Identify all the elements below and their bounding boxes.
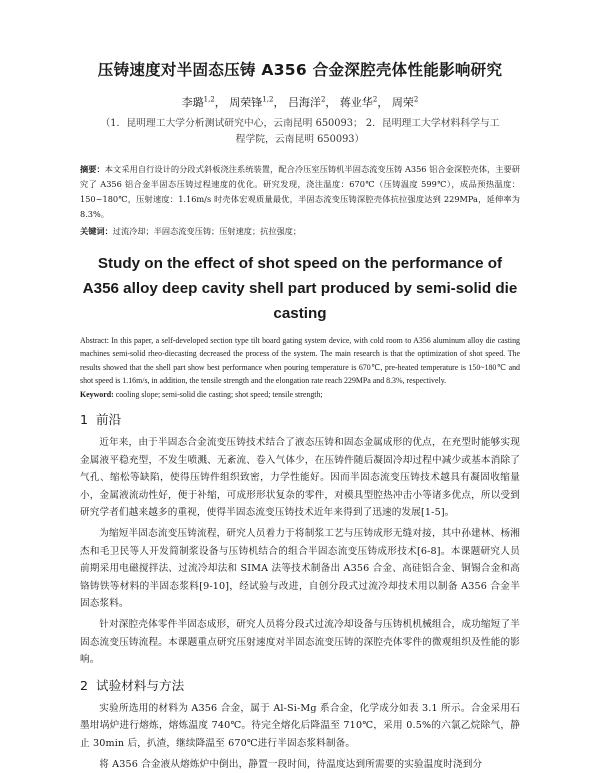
author-affil-mark: 2 [372, 95, 378, 104]
section-heading [80, 409, 520, 428]
abstract-label-cn: 摘要： [80, 164, 105, 174]
keywords-label-en: Keyword: [80, 389, 114, 399]
abstract-text-en: In this paper, a self-developed section type tilt board gating system device, with cold room to A356 aluminum alloy die casting machines semi-solid rheo-diecasting decreased the process of the system. The main research is that the optimization of shot speed. The results showed that the shell part show best performance when pouring temperature is 670℃, pre-heated temperature is 150~180℃ and shot speed is 1.16m/s, in addition, the tensile strength and the elongation rate reach 229MPa and 8.3%, respectively. [80, 336, 520, 386]
body-paragraph: 针对深腔壳体零件半固态成形，研究人员将分段式过流冷却设备与压铸机机械组合，成功缩短了半固态流变压铸流程。本课题重点研究压射速度对半固态流变压铸的深腔壳体零件的微观组织及性能的影响。 [80, 618, 520, 666]
author-list: 李璐$^{1,2}$， 周荣锋$^{1,2}$， 吕海洋$^2$， 蒋业华$^2$， 周荣$^2$ [181, 95, 419, 109]
author-affil-mark: 1,2 [203, 95, 215, 104]
author-affil-mark: 2 [413, 95, 419, 104]
author-name: 周荣锋 [229, 96, 263, 109]
section-heading [80, 675, 520, 694]
section-title: 试验材料与方法 [96, 677, 185, 693]
keywords-label-cn: 关键词： [80, 226, 113, 236]
keywords-text-en: cooling slope; semi-solid die casting; shot speed; tensile strength; [113, 389, 323, 399]
author-name: 吕海洋 [287, 96, 321, 109]
english-keywords [80, 388, 520, 401]
author-name: 蒋业华 [339, 96, 373, 109]
author-name: 李璐 [181, 96, 204, 109]
section-number: 2 [80, 677, 89, 693]
abstract-label-en: Abstract: [80, 336, 109, 345]
body-paragraph: 为缩短半固态流变压铸流程，研究人员着力于将制浆工艺与压铸成形无缝对接，其中孙建林、杨湘杰和毛卫民等人开发简制浆设备与压铸机结合的组合半固态流变压铸成形技术[6-8]。本课题研究人员前期采用电磁搅拌法、过流冷却法和 SIMA 法等技术制备出 A356 合金、高硅铝合金、铜锡合金和高铬铸铁等材料的半固态浆料[9-10]，经试验与改进，自创分段式过流冷却技术用以制备 A356 合金半固态浆料。 [80, 528, 520, 610]
body-paragraph: 实验所选用的材料为 A356 合金，属于 Al-Si-Mg 系合金，化学成分如表 3.1 所示。合金采用石墨坩埚炉进行熔炼，熔炼温度 740℃。待完全熔化后降温至 710℃，采用 0.5%的六氯乙烷除气，静止 30min 后，扒渣，继续降温至 670℃进行半固态浆料制备。 [80, 702, 520, 749]
author-affil-mark: 2 [320, 95, 326, 104]
chinese-abstract [80, 162, 520, 222]
abstract-text-cn: 本文采用自行设计的分段式斜板浇注系统装置，配合冷压室压铸机半固态流变压铸 A356 铝合金深腔壳体，主要研究了 A356 铝合金半固态压铸过程速度的优化。研究发现，浇注温度：670℃（压铸温度 599℃），成品预热温度：150~180℃，压射速度：1.16m/s 时壳体宏观质量最优，半固态流变压铸深腔壳体抗拉强度达到 229MPa，延伸率为 8.3%。 [80, 164, 520, 219]
chinese-keywords [80, 224, 520, 239]
affiliation: （1．昆明理工大学分析测试研究中心，云南昆明 650093； 2．昆明理工大学材料科学与工程学院，云南昆明 650093） [100, 118, 500, 145]
body-paragraph: 将 A356 合金液从熔炼炉中倒出，静置一段时间，待温度达到所需要的实验温度时浇到分 [99, 758, 483, 770]
author-affil-mark: 1,2 [262, 95, 274, 104]
section-title: 前沿 [96, 412, 122, 428]
author-name: 周荣 [391, 96, 414, 109]
english-title: Study on the effect of shot speed on the performance of A356 alloy deep cavity shell part produced by semi-solid die casting [82, 255, 518, 322]
chinese-title: 压铸速度对半固态压铸 A356 合金深腔壳体性能影响研究 [97, 61, 503, 79]
keywords-text-cn: 过流冷却；半固态流变压铸；压射速度；抗拉强度； [112, 226, 302, 236]
english-abstract [80, 334, 520, 388]
section-number: 1 [80, 412, 89, 428]
body-paragraph: 近年来，由于半固态合金流变压铸技术结合了液态压铸和固态金属成形的优点，在充型时能够实现金属液平稳充型，不发生喷溅、无紊流、卷入气体少，在压铸件随后凝固冷却过程中减少或基本消除了气孔、缩松等缺陷，使得压铸件组织致密，力学性能好。因而半固态流变压铸技术越具有凝固收缩量小，金属液流动性好，便于补缩，可成形形状复杂的零件，对模具型腔热冲击小等诸多优点，所以受到研究学者们越来越多的重视，使得半固态流变压铸技术近年来得到了迅速的发展[1-5]。 [80, 437, 520, 519]
